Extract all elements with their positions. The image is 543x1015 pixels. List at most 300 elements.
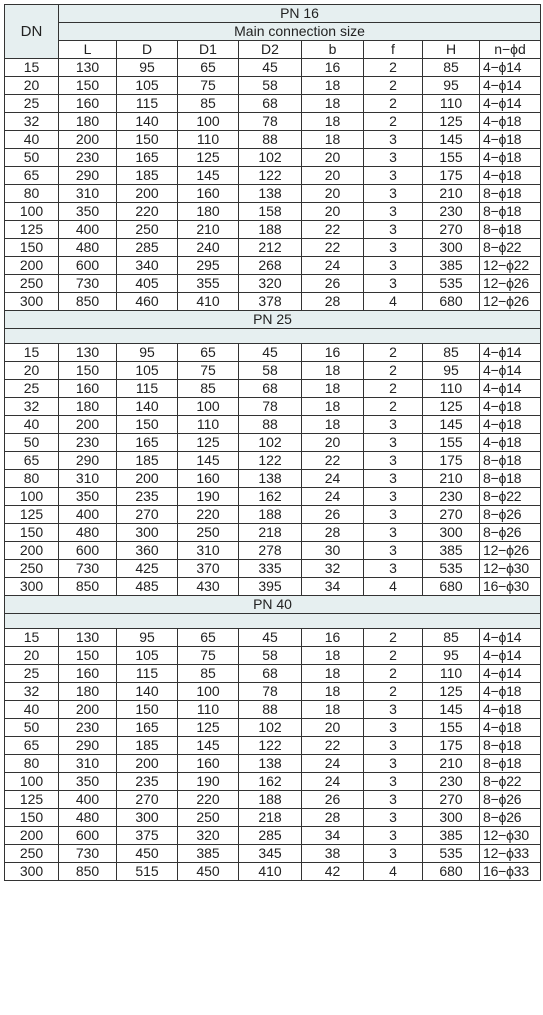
table-cell: 12−ϕ26: [480, 542, 541, 560]
table-cell: 4: [364, 293, 423, 311]
table-cell: 3: [364, 791, 423, 809]
table-cell: 185: [117, 737, 178, 755]
table-cell: 110: [178, 131, 239, 149]
table-cell: 85: [423, 59, 480, 77]
table-cell: 122: [239, 167, 302, 185]
table-cell: 200: [59, 701, 117, 719]
table-cell: 26: [302, 275, 364, 293]
table-cell: 85: [178, 95, 239, 113]
dn-cell: 150: [5, 239, 59, 257]
table-cell: 600: [59, 257, 117, 275]
table-cell: 102: [239, 434, 302, 452]
table-cell: 535: [423, 560, 480, 578]
table-row: [5, 398, 541, 416]
table-cell: 158: [239, 203, 302, 221]
table-cell: 235: [117, 488, 178, 506]
table-cell: 850: [59, 578, 117, 596]
dn-cell: 32: [5, 113, 59, 131]
table-cell: 12−ϕ30: [480, 560, 541, 578]
table-cell: 75: [178, 77, 239, 95]
table-cell: 160: [59, 95, 117, 113]
table-cell: 3: [364, 470, 423, 488]
table-cell: 162: [239, 773, 302, 791]
table-cell: 395: [239, 578, 302, 596]
table-cell: 480: [59, 809, 117, 827]
table-cell: 28: [302, 293, 364, 311]
table-row: [5, 275, 541, 293]
table-row: [5, 149, 541, 167]
table-cell: 95: [423, 647, 480, 665]
dn-cell: 150: [5, 809, 59, 827]
table-cell: 3: [364, 275, 423, 293]
table-cell: 480: [59, 239, 117, 257]
table-cell: 218: [239, 809, 302, 827]
table-cell: 295: [178, 257, 239, 275]
table-cell: 230: [59, 149, 117, 167]
table-cell: 3: [364, 773, 423, 791]
dn-cell: 125: [5, 221, 59, 239]
table-cell: 180: [59, 398, 117, 416]
dn-cell: 40: [5, 416, 59, 434]
table-cell: 160: [59, 380, 117, 398]
table-cell: 310: [178, 542, 239, 560]
table-cell: 200: [59, 131, 117, 149]
table-cell: 12−ϕ33: [480, 845, 541, 863]
table-row: [5, 362, 541, 380]
table-cell: 8−ϕ18: [480, 185, 541, 203]
table-row: [5, 701, 541, 719]
table-cell: 30: [302, 542, 364, 560]
table-cell: 105: [117, 362, 178, 380]
table-cell: 125: [423, 113, 480, 131]
table-row: [5, 719, 541, 737]
table-row: [5, 737, 541, 755]
table-cell: 8−ϕ18: [480, 203, 541, 221]
table-cell: 3: [364, 506, 423, 524]
table-cell: 45: [239, 629, 302, 647]
table-cell: 175: [423, 452, 480, 470]
table-cell: 355: [178, 275, 239, 293]
table-cell: 335: [239, 560, 302, 578]
table-cell: 370: [178, 560, 239, 578]
table-cell: 130: [59, 59, 117, 77]
table-cell: 18: [302, 647, 364, 665]
table-row: [5, 203, 541, 221]
table-cell: 220: [178, 506, 239, 524]
table-cell: 200: [117, 185, 178, 203]
table-row: [5, 239, 541, 257]
table-cell: 2: [364, 398, 423, 416]
table-cell: 680: [423, 863, 480, 881]
table-row: [5, 59, 541, 77]
table-cell: 480: [59, 524, 117, 542]
table-cell: 20: [302, 185, 364, 203]
table-row: [5, 344, 541, 362]
table-cell: 270: [423, 221, 480, 239]
table-cell: 4−ϕ18: [480, 131, 541, 149]
table-cell: 4−ϕ14: [480, 647, 541, 665]
table-row: [5, 221, 541, 239]
column-header-row: [5, 41, 541, 59]
dn-cell: 20: [5, 647, 59, 665]
table-cell: 95: [117, 344, 178, 362]
table-cell: 680: [423, 293, 480, 311]
table-cell: 4−ϕ14: [480, 95, 541, 113]
table-cell: 110: [423, 665, 480, 683]
table-cell: 2: [364, 647, 423, 665]
table-row: [5, 113, 541, 131]
dn-cell: 125: [5, 791, 59, 809]
table-cell: 290: [59, 452, 117, 470]
dn-cell: 50: [5, 719, 59, 737]
section-title-row: [5, 311, 541, 329]
table-cell: 320: [239, 275, 302, 293]
table-cell: 340: [117, 257, 178, 275]
section-title-row: [5, 596, 541, 614]
table-row: [5, 452, 541, 470]
table-cell: 22: [302, 452, 364, 470]
table-cell: 4−ϕ14: [480, 344, 541, 362]
table-cell: 210: [423, 185, 480, 203]
table-cell: 220: [117, 203, 178, 221]
dn-cell: 300: [5, 863, 59, 881]
table-cell: 290: [59, 167, 117, 185]
table-row: [5, 683, 541, 701]
table-cell: 110: [423, 95, 480, 113]
table-cell: 65: [178, 344, 239, 362]
table-cell: 12−ϕ22: [480, 257, 541, 275]
table-cell: 4−ϕ18: [480, 683, 541, 701]
table-cell: 8−ϕ22: [480, 773, 541, 791]
table-cell: 3: [364, 701, 423, 719]
table-cell: 3: [364, 845, 423, 863]
table-cell: 88: [239, 416, 302, 434]
table-cell: 4−ϕ14: [480, 380, 541, 398]
table-cell: 165: [117, 719, 178, 737]
table-cell: 270: [423, 791, 480, 809]
table-cell: 100: [178, 683, 239, 701]
table-cell: 8−ϕ18: [480, 470, 541, 488]
table-cell: 18: [302, 416, 364, 434]
table-cell: 28: [302, 809, 364, 827]
table-cell: 3: [364, 434, 423, 452]
table-cell: 3: [364, 221, 423, 239]
table-cell: 75: [178, 362, 239, 380]
table-cell: 68: [239, 95, 302, 113]
table-cell: 2: [364, 380, 423, 398]
table-cell: 115: [117, 380, 178, 398]
table-cell: 22: [302, 221, 364, 239]
spacer-cell: [5, 329, 541, 344]
table-cell: 125: [423, 398, 480, 416]
table-row: [5, 434, 541, 452]
table-cell: 18: [302, 77, 364, 95]
dn-cell: 65: [5, 452, 59, 470]
table-row: [5, 470, 541, 488]
table-cell: 285: [239, 827, 302, 845]
dn-cell: 125: [5, 506, 59, 524]
table-cell: 180: [59, 683, 117, 701]
table-cell: 250: [178, 524, 239, 542]
table-cell: 24: [302, 755, 364, 773]
dn-cell: 100: [5, 488, 59, 506]
table-cell: 32: [302, 560, 364, 578]
table-cell: 3: [364, 560, 423, 578]
dn-cell: 250: [5, 560, 59, 578]
table-cell: 310: [59, 470, 117, 488]
table-cell: 2: [364, 77, 423, 95]
dn-cell: 250: [5, 845, 59, 863]
table-cell: 188: [239, 506, 302, 524]
table-cell: 110: [178, 416, 239, 434]
table-cell: 115: [117, 95, 178, 113]
table-cell: 18: [302, 113, 364, 131]
table-cell: 160: [178, 755, 239, 773]
table-cell: 18: [302, 131, 364, 149]
table-cell: 4−ϕ14: [480, 362, 541, 380]
table-cell: 16: [302, 629, 364, 647]
table-row: [5, 542, 541, 560]
table-cell: 58: [239, 647, 302, 665]
table-cell: 180: [59, 113, 117, 131]
column-header: b: [302, 41, 364, 59]
table-cell: 4−ϕ14: [480, 629, 541, 647]
table-cell: 240: [178, 239, 239, 257]
table-cell: 4−ϕ18: [480, 434, 541, 452]
dn-cell: 40: [5, 701, 59, 719]
table-cell: 3: [364, 755, 423, 773]
table-cell: 20: [302, 149, 364, 167]
dn-cell: 150: [5, 524, 59, 542]
table-cell: 18: [302, 362, 364, 380]
table-cell: 180: [178, 203, 239, 221]
table-cell: 2: [364, 683, 423, 701]
table-cell: 85: [423, 344, 480, 362]
section-title: PN 25: [5, 311, 541, 329]
table-cell: 34: [302, 827, 364, 845]
table-cell: 102: [239, 149, 302, 167]
table-cell: 185: [117, 452, 178, 470]
table-cell: 102: [239, 719, 302, 737]
table-cell: 58: [239, 77, 302, 95]
table-cell: 4: [364, 863, 423, 881]
table-cell: 58: [239, 362, 302, 380]
table-cell: 78: [239, 113, 302, 131]
table-cell: 95: [423, 77, 480, 95]
table-cell: 145: [423, 131, 480, 149]
table-cell: 385: [423, 542, 480, 560]
table-cell: 175: [423, 167, 480, 185]
table-cell: 188: [239, 791, 302, 809]
table-row: [5, 629, 541, 647]
table-cell: 450: [117, 845, 178, 863]
spacer-cell: [5, 614, 541, 629]
table-cell: 38: [302, 845, 364, 863]
dn-cell: 80: [5, 755, 59, 773]
table-cell: 12−ϕ26: [480, 275, 541, 293]
table-row: [5, 185, 541, 203]
table-cell: 300: [423, 809, 480, 827]
table-cell: 850: [59, 863, 117, 881]
table-cell: 485: [117, 578, 178, 596]
table-cell: 268: [239, 257, 302, 275]
table-cell: 188: [239, 221, 302, 239]
column-header: D2: [239, 41, 302, 59]
table-cell: 378: [239, 293, 302, 311]
dn-cell: 25: [5, 95, 59, 113]
table-cell: 4−ϕ18: [480, 113, 541, 131]
table-row: [5, 167, 541, 185]
table-row: [5, 647, 541, 665]
table-cell: 24: [302, 257, 364, 275]
table-cell: 345: [239, 845, 302, 863]
table-cell: 16−ϕ30: [480, 578, 541, 596]
table-cell: 125: [423, 683, 480, 701]
table-cell: 145: [178, 737, 239, 755]
dn-cell: 100: [5, 773, 59, 791]
subheader-row: [5, 23, 541, 41]
table-row: [5, 578, 541, 596]
table-cell: 730: [59, 560, 117, 578]
table-cell: 680: [423, 578, 480, 596]
table-cell: 2: [364, 113, 423, 131]
table-cell: 270: [117, 506, 178, 524]
table-cell: 400: [59, 221, 117, 239]
table-cell: 200: [117, 470, 178, 488]
table-cell: 730: [59, 845, 117, 863]
table-cell: 360: [117, 542, 178, 560]
dn-header: DN: [5, 5, 59, 59]
table-cell: 2: [364, 629, 423, 647]
table-cell: 18: [302, 380, 364, 398]
table-cell: 8−ϕ18: [480, 221, 541, 239]
table-cell: 385: [423, 827, 480, 845]
table-cell: 24: [302, 470, 364, 488]
dn-cell: 200: [5, 257, 59, 275]
table-cell: 270: [423, 506, 480, 524]
table-cell: 285: [117, 239, 178, 257]
table-row: [5, 524, 541, 542]
table-cell: 20: [302, 167, 364, 185]
dn-cell: 50: [5, 434, 59, 452]
table-cell: 130: [59, 629, 117, 647]
table-cell: 535: [423, 275, 480, 293]
table-cell: 145: [178, 452, 239, 470]
table-cell: 26: [302, 506, 364, 524]
table-cell: 16−ϕ33: [480, 863, 541, 881]
column-header: L: [59, 41, 117, 59]
table-cell: 65: [178, 59, 239, 77]
table-cell: 42: [302, 863, 364, 881]
table-cell: 95: [117, 59, 178, 77]
table-cell: 16: [302, 344, 364, 362]
table-cell: 140: [117, 113, 178, 131]
table-row: [5, 755, 541, 773]
table-cell: 110: [423, 380, 480, 398]
table-cell: 95: [423, 362, 480, 380]
table-cell: 150: [117, 701, 178, 719]
table-cell: 8−ϕ26: [480, 506, 541, 524]
table-cell: 145: [423, 416, 480, 434]
dn-cell: 50: [5, 149, 59, 167]
dn-cell: 25: [5, 665, 59, 683]
table-row: [5, 845, 541, 863]
table-row: [5, 791, 541, 809]
table-cell: 190: [178, 773, 239, 791]
spacer-row: [5, 329, 541, 344]
table-cell: 185: [117, 167, 178, 185]
table-cell: 122: [239, 452, 302, 470]
table-cell: 430: [178, 578, 239, 596]
table-cell: 140: [117, 683, 178, 701]
table-cell: 140: [117, 398, 178, 416]
dn-cell: 15: [5, 629, 59, 647]
dn-cell: 32: [5, 398, 59, 416]
section-title: PN 16: [59, 5, 541, 23]
table-cell: 115: [117, 665, 178, 683]
table-row: [5, 131, 541, 149]
dn-cell: 300: [5, 293, 59, 311]
table-cell: 138: [239, 755, 302, 773]
table-cell: 138: [239, 470, 302, 488]
table-cell: 8−ϕ26: [480, 524, 541, 542]
table-cell: 165: [117, 434, 178, 452]
table-cell: 350: [59, 773, 117, 791]
dn-cell: 15: [5, 344, 59, 362]
table-cell: 162: [239, 488, 302, 506]
dn-cell: 65: [5, 737, 59, 755]
table-cell: 125: [178, 149, 239, 167]
table-cell: 8−ϕ18: [480, 452, 541, 470]
table-cell: 20: [302, 719, 364, 737]
dn-cell: 65: [5, 167, 59, 185]
dn-cell: 100: [5, 203, 59, 221]
table-cell: 155: [423, 719, 480, 737]
table-cell: 300: [423, 239, 480, 257]
table-cell: 100: [178, 398, 239, 416]
dn-cell: 250: [5, 275, 59, 293]
table-cell: 28: [302, 524, 364, 542]
table-cell: 600: [59, 542, 117, 560]
spacer-row: [5, 614, 541, 629]
table-cell: 3: [364, 416, 423, 434]
table-cell: 4−ϕ14: [480, 77, 541, 95]
main-connection-size-header: Main connection size: [59, 23, 541, 41]
section-title: PN 40: [5, 596, 541, 614]
dn-cell: 200: [5, 827, 59, 845]
table-cell: 320: [178, 827, 239, 845]
table-cell: 310: [59, 755, 117, 773]
table-cell: 26: [302, 791, 364, 809]
table-cell: 200: [117, 755, 178, 773]
table-cell: 8−ϕ18: [480, 755, 541, 773]
table-cell: 3: [364, 737, 423, 755]
table-cell: 3: [364, 239, 423, 257]
dn-cell: 200: [5, 542, 59, 560]
table-cell: 3: [364, 452, 423, 470]
table-row: [5, 95, 541, 113]
table-cell: 45: [239, 344, 302, 362]
table-cell: 95: [117, 629, 178, 647]
table-cell: 16: [302, 59, 364, 77]
table-cell: 18: [302, 701, 364, 719]
table-cell: 4−ϕ18: [480, 701, 541, 719]
table-row: [5, 827, 541, 845]
table-cell: 250: [117, 221, 178, 239]
table-cell: 18: [302, 683, 364, 701]
table-cell: 210: [423, 470, 480, 488]
column-header: f: [364, 41, 423, 59]
